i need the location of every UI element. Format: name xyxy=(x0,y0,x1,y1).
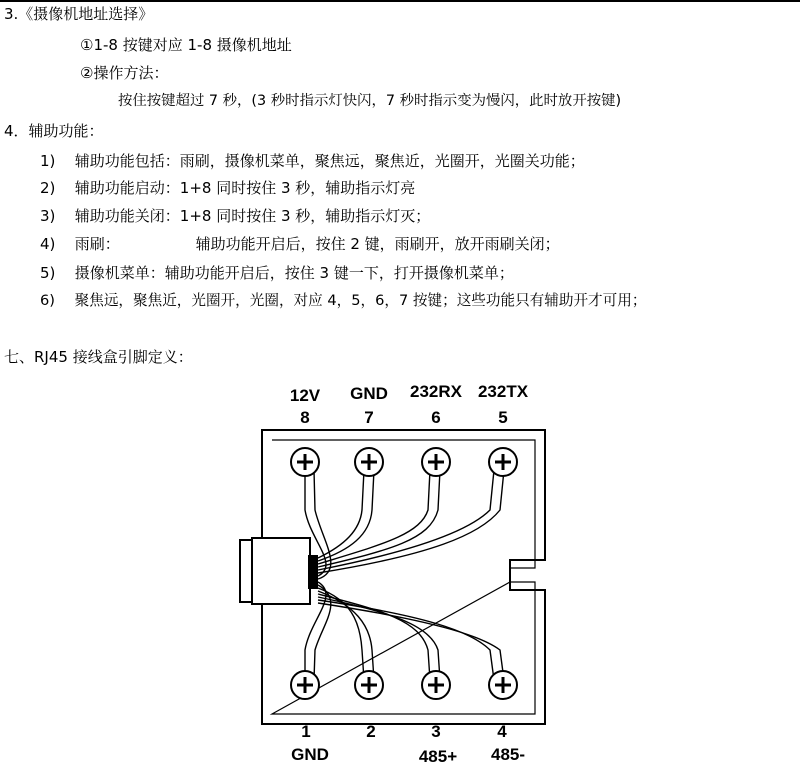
top-pin-number: 6 xyxy=(431,408,441,427)
top-pin-label: 12V xyxy=(289,386,321,405)
cable-gland-icon xyxy=(240,538,318,604)
list-item-text: 聚焦远，聚焦近，光圈开，光圈，对应 4，5，6，7 按键；这些功能只有辅助开才可用； xyxy=(74,292,647,309)
section3-heading: 3.《摄像机地址选择》 xyxy=(4,5,154,23)
top-pin-label: GND xyxy=(350,384,388,403)
bottom-pin-number: 3 xyxy=(431,722,441,741)
screw-slot-icon xyxy=(297,454,511,693)
list-item-text: 辅助功能关闭：1+8 同时按住 3 秒，辅助指示灯灭； xyxy=(74,207,431,225)
list-item-number: 2) xyxy=(40,179,56,197)
terminal-screw-icon xyxy=(291,448,517,699)
bottom-pin-number: 1 xyxy=(301,722,311,741)
bottom-pin-label: 485+ xyxy=(418,747,458,766)
list-item-number: 5) xyxy=(40,264,56,282)
section3-item1: ①1-8 按键对应 1-8 摄像机地址 xyxy=(80,36,292,54)
section4-heading: 4．辅助功能： xyxy=(4,122,104,140)
wires xyxy=(305,470,504,680)
list-item-number: 4) xyxy=(40,235,56,253)
list-item-text: 摄像机菜单：辅助功能开启后，按住 3 键一下，打开摄像机菜单； xyxy=(74,264,514,282)
bottom-pin-label: 485- xyxy=(490,745,526,764)
top-pin-label: 232TX xyxy=(477,382,529,401)
section3-item2: ②操作方法： xyxy=(80,64,169,82)
bottom-pin-label: GND xyxy=(291,745,329,764)
list-item-text: 辅助功能开启后，按住 2 键，雨刷开，放开雨刷关闭； xyxy=(195,235,560,253)
list-item-number: 3) xyxy=(40,207,56,225)
list-item-text: 辅助功能包括：雨刷，摄像机菜单，聚焦远，聚焦近，光圈开，光圈关功能； xyxy=(74,152,585,170)
top-pin-number: 7 xyxy=(364,408,374,427)
list-item-text: 辅助功能启动：1+8 同时按住 3 秒，辅助指示灯亮 xyxy=(74,179,416,197)
top-pin-number: 5 xyxy=(498,408,508,427)
section3-detail: 按住按键超过 7 秒，(3 秒时指示灯快闪，7 秒时指示变为慢闪，此时放开按键) xyxy=(118,93,622,109)
top-pin-number: 8 xyxy=(300,408,310,427)
list-item-number: 1) xyxy=(40,152,56,170)
bottom-pin-number: 4 xyxy=(497,722,507,741)
section7-heading: 七、RJ45 接线盒引脚定义： xyxy=(4,348,193,366)
list-item-label: 雨刷： xyxy=(74,235,120,253)
list-item-number: 6) xyxy=(40,292,55,309)
top-pin-label: 232RX xyxy=(410,382,462,401)
bottom-pin-number: 2 xyxy=(366,722,376,741)
